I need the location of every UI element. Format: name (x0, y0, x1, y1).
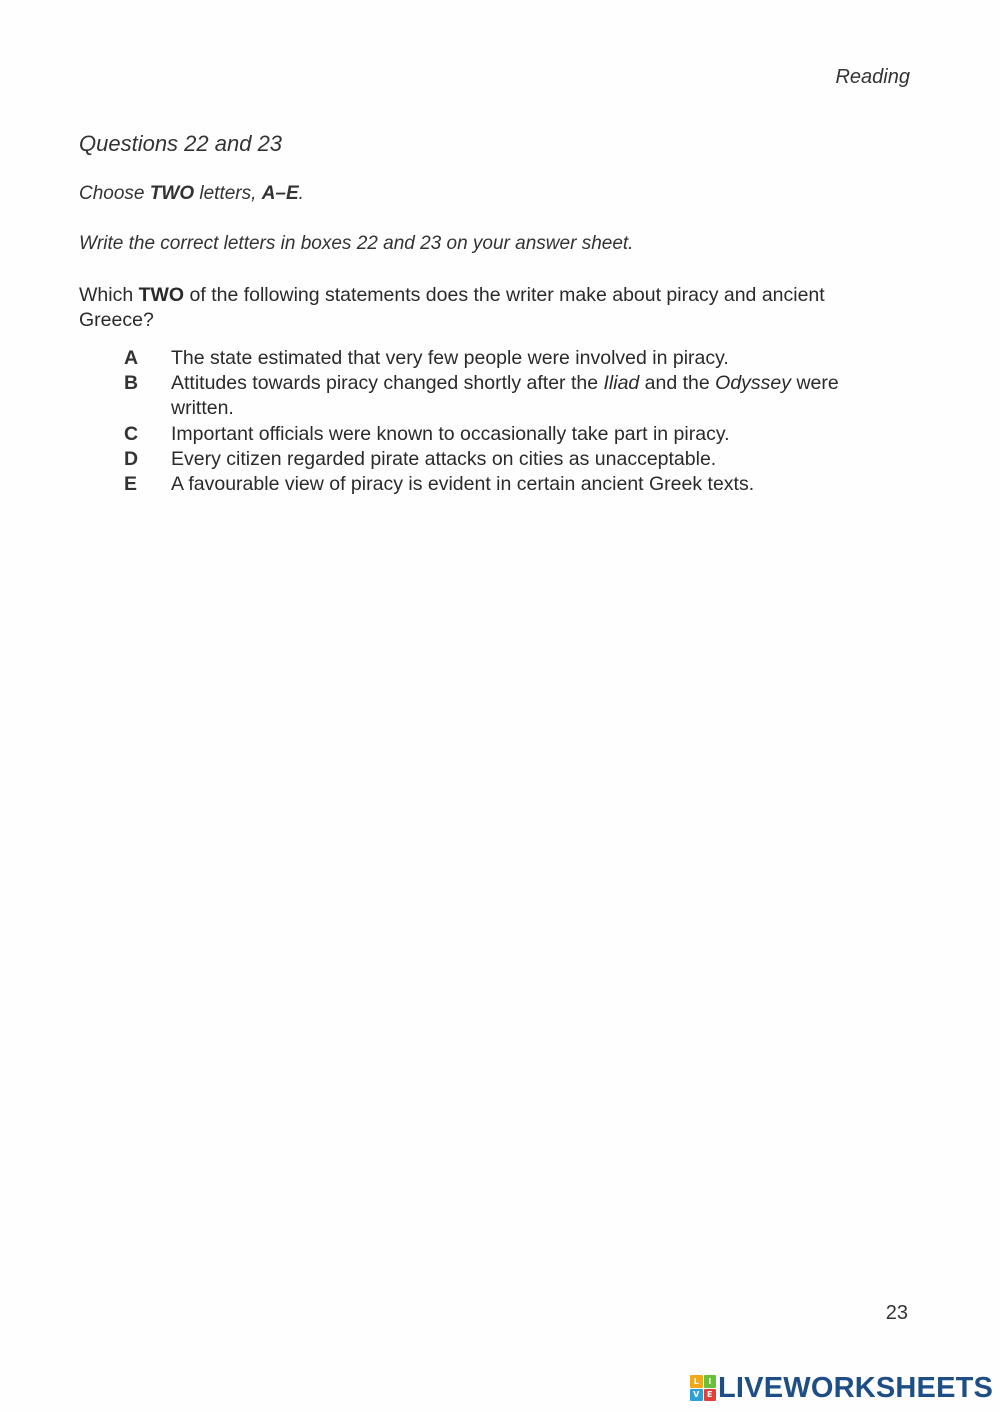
option-letter: C (124, 422, 139, 445)
option-b (124, 371, 884, 421)
logo-tile-v: V (690, 1389, 703, 1402)
section-label: Reading (835, 66, 910, 88)
question-text: Which TWO of the following statements does the writer make about piracy and ancient Greece? (79, 284, 825, 331)
liveworksheets-logo-icon (690, 1375, 716, 1401)
instruction-write: Write the correct letters in boxes 22 and 23 on your answer sheet. (79, 233, 634, 254)
logo-tile-l: L (690, 1375, 703, 1388)
option-letter: E (124, 473, 138, 496)
questions-heading: Questions 22 and 23 (79, 131, 283, 156)
option-e (124, 472, 884, 497)
option-text: Attitudes towards piracy changed shortly after the Iliad and the Odyssey were written. (171, 372, 839, 420)
option-c (124, 422, 884, 447)
option-letter: B (124, 372, 139, 395)
option-text: The state estimated that very few people were involved in piracy. (171, 347, 729, 369)
brand-name: LIVEWORKSHEETS (718, 1371, 994, 1404)
option-d (124, 447, 884, 472)
option-letter: D (124, 447, 139, 470)
liveworksheets-watermark (690, 1372, 993, 1404)
logo-tile-e: E (704, 1389, 717, 1402)
option-text: A favourable view of piracy is evident in certain ancient Greek texts. (171, 473, 755, 496)
book-title-iliad: Iliad (603, 372, 640, 395)
option-letter: A (124, 347, 139, 369)
book-title-odyssey: Odyssey (715, 372, 792, 395)
option-text: Important officials were known to occasionally take part in piracy. (171, 422, 730, 445)
option-a (124, 346, 884, 371)
page-number: 23 (885, 1302, 908, 1324)
options-list (124, 346, 884, 497)
option-text: Every citizen regarded pirate attacks on cities as unacceptable. (171, 447, 717, 470)
logo-tile-i: I (704, 1375, 717, 1388)
instruction-choose: Choose TWO letters, A–E. (79, 183, 304, 204)
